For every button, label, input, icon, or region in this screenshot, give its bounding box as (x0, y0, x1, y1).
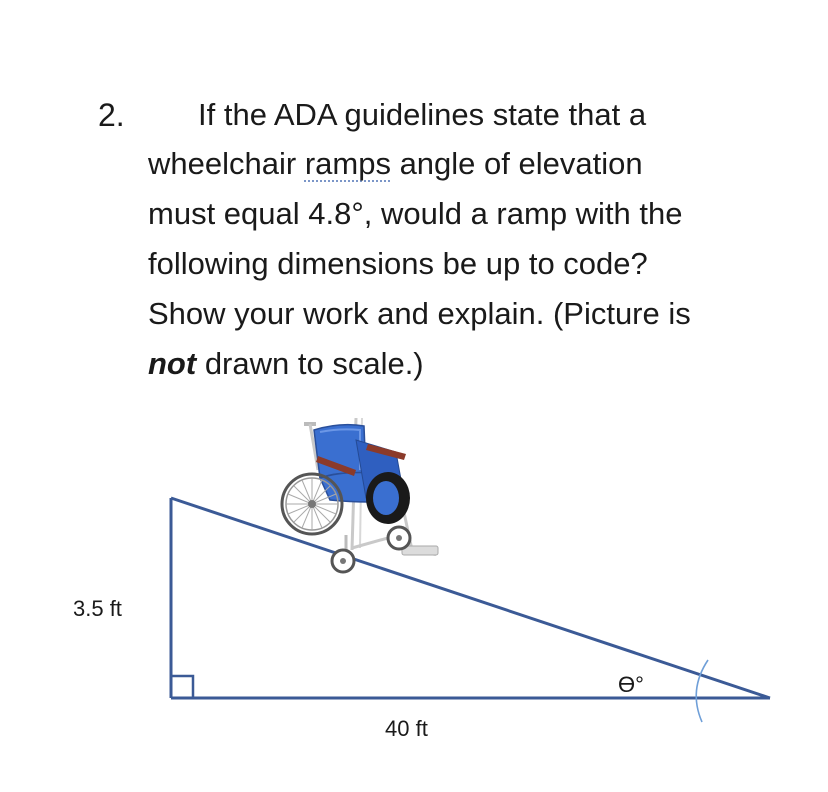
right-triangle (171, 498, 770, 698)
question-line-3: must equal 4.8°, would a ramp with the (148, 196, 683, 231)
base-label: 40 ft (385, 716, 428, 741)
height-label: 3.5 ft (73, 596, 122, 621)
question-line-5: Show your work and explain. (Picture is (148, 296, 691, 331)
spellcheck-word: ramps (304, 146, 391, 181)
wheelchair-icon (282, 418, 438, 572)
question-line-4: following dimensions be up to code? (148, 246, 648, 281)
right-angle-marker (171, 676, 193, 698)
question-line-2-pre: wheelchair (148, 146, 305, 181)
not-emphasis: not (148, 346, 197, 381)
angle-arc (696, 660, 708, 722)
question-line-2-post: angle of elevation (390, 146, 643, 181)
question-number: 2. (98, 97, 125, 133)
angle-label: ϴ° (618, 672, 644, 697)
question-line-6-rest: drawn to scale.) (196, 346, 424, 381)
triangle-hypotenuse (171, 498, 770, 698)
question-line-1: If the ADA guidelines state that a (198, 97, 647, 132)
